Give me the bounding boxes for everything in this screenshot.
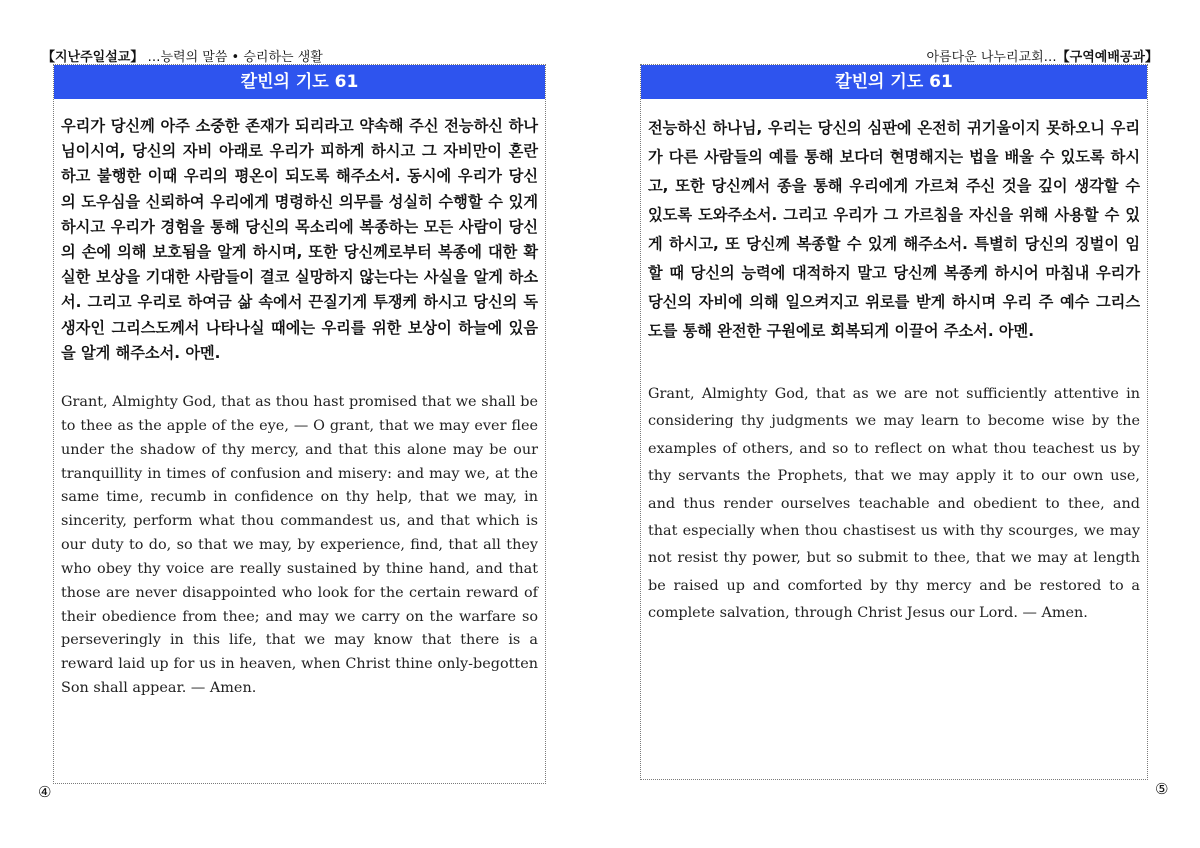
right-korean-prayer: 전능하신 하나님, 우리는 당신의 심판에 온전히 귀기울이지 못하오니 우리가 다른 사람들의 예를 통해 보다더 현명해지는 법을 배울 수 있도록 하시고, 또한 당신께서 종을 통해 우리에게 가르쳐 주신 것을 깊이 생각할 수 있도록 도와주소서. 그리고 우리가 그 가르침을 자신을 위해 사용할 수 있게 하시고, 또 당신께 복종할 수 있게 해주소서. 특별히 당신의 징벌이 임할 때 당신의 능력에 대적하지 말고 당신께 복종케 하시어 마침내 우리가 당신의 자비에 의해 일으켜지고 위로를 받게 하시며 우리 주 예수 그리스도를 통해 완전한 구원에로 회복되게 이끌어 주소서. 아멘. (648, 119, 1140, 340)
left-prayer-box (53, 64, 546, 784)
right-running-header (926, 46, 1158, 65)
left-running-header (42, 46, 323, 65)
right-page-number: ⑤ (1155, 780, 1169, 798)
left-korean-prayer: 우리가 당신께 아주 소중한 존재가 되리라고 약속해 주신 전능하신 하나님이시여, 당신의 자비 아래로 우리가 피하게 하시고 그 자비만이 혼란하고 불행한 이때 우리의 평온이 되도록 해주소서. 동시에 우리가 당신의 도우심을 신뢰하여 우리에게 명령하신 의무를 성실히 수행할 수 있게 하시고 우리가 경험을 통해 당신의 목소리에 복종하는 모든 사람이 당신의 손에 의해 보호됨을 알게 하시며, 또한 당신께로부터 복종에 대한 확실한 보상을 기대한 사람들이 결코 실망하지 않는다는 사실을 알게 하소서. 그리고 우리로 하여금 삶 속에서 끈질기게 투쟁케 하시고 당신의 독생자인 그리스도께서 나타나실 때에는 우리를 위한 보상이 하늘에 있음을 알게 해주소서. 아멘. (61, 117, 538, 362)
left-prayer-title: 칼빈의 기도 61 (54, 65, 545, 99)
right-header-bracket: 【구역예배공과】 (1056, 50, 1158, 65)
left-header-subtitle: …능력의 말씀 • 승리하는 생활 (147, 50, 323, 65)
right-prayer-title: 칼빈의 기도 61 (641, 65, 1147, 99)
left-page-number: ④ (38, 783, 52, 801)
left-english-prayer: Grant, Almighty God, that as thou hast promised that we shall be to thee as the apple of the eye, — O grant, that we may ever flee under the shadow of thy mercy, and that this alone may be our tranquillity in times of confusion and misery: and may we, at the same time, recumb in confidence on thy help, that we may, in sincerity, perform what thou commandest us, and that which is our duty to do, so that we may, by experience, find, that all they who obey thy voice are really sustained by thine hand, and that those are never disappointed who look for the certain reward of their obedience from thee; and may we carry on the warfare so perseveringly in this life, that we may know that there is a reward laid up for us in heaven, when Christ thine only-begotten Son shall appear. — Amen. (61, 394, 538, 697)
right-english-prayer: Grant, Almighty God, that as we are not sufficiently attentive in considering thy judgments we may learn to become wise by the examples of others, and so to reflect on what thou teachest us by thy servants the Prophets, that we may apply it to our own use, and thus render ourselves teachable and obedient to thee, and that especially when thou chastisest us with thy scourges, we may not resist thy power, but so submit to thee, that we may at length be raised up and comforted by thy mercy and be restored to a complete salvation, through Christ Jesus our Lord. — Amen. (648, 386, 1140, 622)
right-header-subtitle: 아름다운 나누리교회… (926, 50, 1057, 65)
right-prayer-box (640, 64, 1148, 780)
left-header-bracket: 【지난주일설교】 (42, 50, 144, 65)
